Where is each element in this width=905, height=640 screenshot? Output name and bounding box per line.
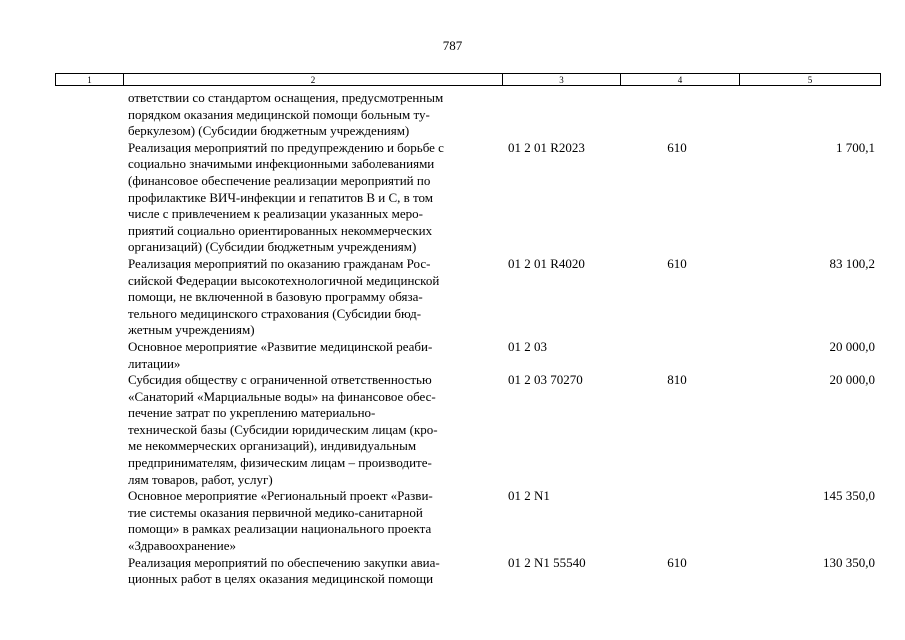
row-type: 610 <box>667 255 687 271</box>
row-code: 01 2 03 <box>508 338 547 354</box>
row-type: 810 <box>667 372 687 388</box>
column-header-2: 2 <box>124 74 503 86</box>
column-header-4: 4 <box>621 74 740 86</box>
row-description: Реализация мероприятий по предупреждению и борьбе с социально значимыми инфекционными заболеваниями (финансовое обеспечение реализации мероприятий по профилактике ВИЧ-инфекции и гепатитов В и С, в том числе с привлечением к реализации указанных меро- приятий социально ориентированных некоммерческих организаций) (Субсидии бюджетным учреждениям) <box>128 139 444 255</box>
row-amount: 20 000,0 <box>829 372 875 388</box>
row-description: Основное мероприятие «Развитие медицинской реаби- литации» <box>128 338 433 371</box>
row-description: Реализация мероприятий по обеспечению закупки авиа- ционных работ в целях оказания медицинской помощи <box>128 554 440 587</box>
column-header-5: 5 <box>740 74 881 86</box>
row-amount: 20 000,0 <box>829 338 875 354</box>
budget-table-body <box>0 90 905 588</box>
row-code: 01 2 01 R2023 <box>508 139 585 155</box>
table-row <box>0 488 905 554</box>
table-row <box>0 339 905 372</box>
table-row <box>0 372 905 488</box>
row-code: 01 2 01 R4020 <box>508 255 585 271</box>
table-row <box>0 555 905 588</box>
row-amount: 130 350,0 <box>823 554 875 570</box>
row-type: 610 <box>667 139 687 155</box>
row-amount: 1 700,1 <box>836 139 875 155</box>
row-amount: 83 100,2 <box>829 255 875 271</box>
row-code: 01 2 N1 55540 <box>508 554 586 570</box>
column-header-row <box>55 73 881 86</box>
table-row <box>0 256 905 339</box>
row-code: 01 2 N1 <box>508 488 550 504</box>
row-description: Реализация мероприятий по оказанию гражданам Рос- сийской Федерации высокотехнологичной медицинской помощи, не включенной в базовую программу обяза- тельного медицинского страхования (Субсидии бюд- жетным учреждениям) <box>128 255 440 338</box>
row-amount: 145 350,0 <box>823 488 875 504</box>
table-row <box>0 90 905 140</box>
row-code: 01 2 03 70270 <box>508 372 583 388</box>
row-description: Основное мероприятие «Региональный проект «Разви- тие системы оказания первичной медико-санитарной помощи» в рамках реализации национального проекта «Здравоохранение» <box>128 488 433 554</box>
row-type: 610 <box>667 554 687 570</box>
page-number: 787 <box>442 38 463 53</box>
column-header-3: 3 <box>503 74 621 86</box>
column-header-1: 1 <box>56 74 124 86</box>
row-description: Субсидия обществу с ограниченной ответственностью «Санаторий «Марциальные воды» на финансовое обес- печение затрат по укреплению материально- технической базы (Субсидии юридическим лицам (кро- ме некоммерческих организаций), индивидуальным предпринимателям, физическим лицам – производите- лям товаров, работ, услуг) <box>128 372 438 487</box>
row-description: ответствии со стандартом оснащения, предусмотренным порядком оказания медицинской помощи больным ту- беркулезом) (Субсидии бюджетным учреждениям) <box>128 90 444 139</box>
table-row <box>0 140 905 256</box>
